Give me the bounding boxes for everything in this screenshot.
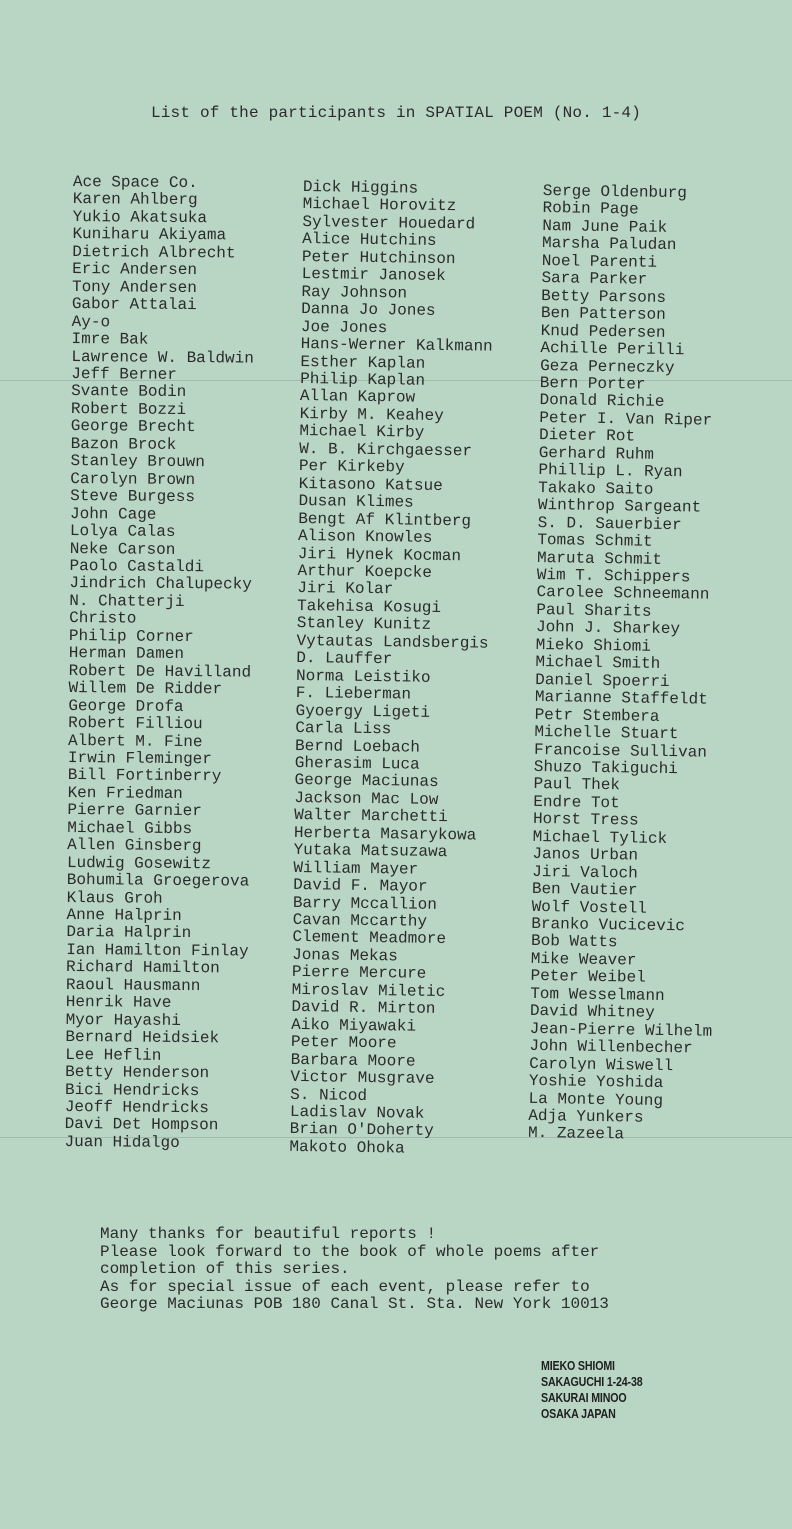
participants-column-2-item: William Mayer [293,858,419,879]
participants-column-2-item: Norma Leistiko [295,666,431,687]
participants-column-3-item: Daniel Spoerri [535,670,670,691]
participants-column-1-item: Philip Corner [68,626,194,646]
participants-column-3-item: Maruta Schmit [536,548,663,569]
participants-column-2-item: Peter Moore [290,1033,397,1053]
participants-column-1-item: Christo [69,609,137,628]
participants-column-3-item: Francoise Sullivan [533,740,708,762]
participants-column-2-item: Cavan Mccarthy [292,910,428,931]
participants-column-2-item: Vytautas Landsbergis [296,631,489,653]
participants-column-2-item: Miroslav Miletic [291,980,446,1001]
participants-column-2-item: W. B. Kirchgaesser [299,439,473,461]
participants-column-1-item: Yukio Akatsuka [72,207,208,228]
participants-column-2-item: Clement Meadmore [292,928,447,949]
participants-column-1-item: Willem De Ridder [68,679,223,699]
participants-column-2-item: Peter Hutchinson [301,247,456,268]
participants-column-1-item: Ken Friedman [67,783,183,803]
participants-column-1-item: John Cage [69,504,157,524]
participants-column-1-item: Robert Filliou [68,714,203,734]
participants-column-2-item: Herberta Masarykowa [293,823,477,845]
footer-message [100,1226,609,1314]
participants-column-1-item: Jeoff Hendricks [64,1097,209,1118]
participants-column-2-item: David F. Mayor [293,876,428,896]
participants-column-2-item: S. Nicod [290,1085,368,1105]
participants-column-3-item: Wim T. Schippers [536,565,691,587]
participants-column-1-item: Klaus Groh [66,888,163,908]
participants-column-1-item: Stanley Brouwn [70,452,205,472]
participants-column-3-item: Yoshie Yoshida [528,1071,664,1093]
participants-column-2-item: Kitasono Katsue [298,474,443,495]
participants-column-3-item: Horst Tress [532,810,639,830]
participants-column-3-item: Endre Tot [533,792,620,813]
participants-column-3-item: Gerhard Ruhm [538,443,655,464]
footer-message-item: George Maciunas POB 180 Canal St. Sta. New York 10013 [100,1295,609,1313]
participants-column-3-item: Michelle Stuart [534,722,679,744]
participants-column-2-item: D. Lauffer [296,649,393,669]
participants-column-2-item: Ray Johnson [301,282,408,303]
participants-column-1-item: Irwin Fleminger [67,748,213,769]
participants-column-3-item: M. Zazeela [527,1124,625,1144]
participants-column-1-item: Bill Fortinberry [67,766,222,786]
address-stamp [541,1358,642,1422]
participants-column-3-item: Marianne Staffeldt [534,688,708,709]
participants-column-1-item: Gabor Attalai [71,295,197,315]
participants-column-2-item: Ladislav Novak [289,1102,425,1123]
participants-column-1-item: Lawrence W. Baldwin [71,347,254,368]
participants-column-2-item: Michael Kirby [299,422,425,443]
participants-column-3-item: John J. Sharkey [535,618,681,639]
participants-column-2-item: Barbara Moore [290,1050,416,1071]
participants-column-1-item: Raoul Hausmann [65,975,201,995]
participants-column-3-item: Knud Pedersen [540,321,666,342]
participants-column-2-item: George Maciunas [294,771,439,792]
address-stamp-item: SAKURAI MINOO [541,1390,627,1405]
participants-column-1-item: Bazon Brock [70,434,177,454]
participants-column-1-item: Karen Ahlberg [72,190,198,210]
participants-column-3-item: La Monte Young [528,1089,664,1110]
participants-column-3-item: Marsha Paludan [541,234,677,255]
participants-column-3-item: Donald Richie [539,391,665,412]
participants-column-2-item: Yutaka Matsuzawa [293,841,448,862]
participants-column-1-item: Jindrich Chalupecky [69,574,252,594]
participants-column-3-item: Branko Vucicevic [531,914,686,936]
participants-column-2-item: Jackson Mac Low [294,788,439,809]
participants-column-1-item: George Drofa [68,696,184,716]
participants-column-3-item: Wolf Vostell [531,897,647,918]
participants-column-2-item: Gherasim Luca [294,753,420,774]
participants-column-3-item: Janos Urban [532,845,639,865]
participants-column-3-item: Sara Parker [541,269,648,289]
participants-column-2-item: Per Kirkeby [298,457,405,477]
participants-column-1-item: Svante Bodin [71,382,187,402]
participants-column-1-item: Ian Hamilton Finlay [66,940,249,961]
participants-column-1-item: George Brecht [70,417,196,437]
participants-column-1-item: Imre Bak [71,330,149,349]
participants-column-1-item: Pierre Garnier [67,801,202,821]
participants-column-3 [528,183,725,1146]
participants-column-3-item: Tom Wesselmann [530,984,665,1005]
participants-column-3-item: Serge Oldenburg [542,182,688,203]
participants-column-1-item: Steve Burgess [70,487,196,507]
participants-column-2-item: Brian O'Doherty [289,1120,434,1141]
participants-column-1-item: Neke Carson [69,539,176,559]
participants-column-2-item: David R. Mirton [291,998,436,1019]
participants-column-1-item: Paolo Castaldi [69,556,205,577]
participants-column-3-item: Petr Stembera [534,705,660,726]
address-stamp-item: SAKAGUCHI 1-24-38 [541,1374,643,1389]
participants-column-3-item: Mike Weaver [530,949,637,970]
participants-column-3-item: Bob Watts [530,932,618,952]
participants-column-3-item: Tomas Schmit [537,531,653,551]
participants-column-3-item: Peter I. Van Riper [539,408,713,430]
participants-column-1-item: Bohumila Groegerova [66,871,250,891]
participants-column-1-item: Ay-o [71,312,111,331]
participants-column-2-item: F. Lieberman [295,684,412,704]
participants-column-2-item: Jiri Hynek Kocman [297,544,462,565]
participants-column-3-item: Betty Parsons [541,286,667,307]
participants-column-1-item: Robert Bozzi [70,399,187,419]
participants-column-3-item: Mieko Shiomi [535,635,652,656]
participants-column-3-item: David Whitney [529,1002,655,1023]
participants-column-1-item: Ludwig Gosewitz [66,853,212,873]
footer-message-item: As for special issue of each event, please refer to [100,1277,590,1296]
participants-column-3-item: Geza Perneczky [539,356,675,377]
participants-column-2-item: Gyoergy Ligeti [295,701,431,722]
participants-column-2-item: Michael Horovitz [302,195,457,216]
participants-column-2-item: Takehisa Kosugi [296,596,442,617]
participants-column-1-item: Betty Henderson [65,1063,210,1083]
participants-column-2-item: Dusan Klimes [298,492,414,512]
participants-column-1-item: Jeff Berner [71,364,177,384]
footer-message-item: Please look forward to the book of whole poems after [100,1242,600,1261]
participants-column-1-item: Robert De Havilland [68,661,252,682]
participants-column-3-item: Robin Page [542,199,639,219]
participants-column-2-item: Kirby M. Keahey [299,404,444,425]
participants-column-1-item: Allen Ginsberg [67,836,202,856]
participants-column-2-item: Alison Knowles [297,527,433,547]
participants-column-1-item: Juan Hidalgo [64,1132,180,1152]
participants-column-2-item: Victor Musgrave [290,1068,435,1089]
address-stamp-item: MIEKO SHIOMI [541,1358,615,1373]
participants-column-3-item: Adja Yunkers [528,1106,644,1127]
participants-column-2-item: Esther Kaplan [300,352,426,373]
participants-column-3-item: Dieter Rot [538,426,636,446]
participants-column-3-item: Carolyn Wiswell [529,1054,674,1075]
participants-column-3-item: Ben Patterson [540,304,666,325]
document-title: List of the participants in SPATIAL POEM (No. 1-4) [150,104,642,122]
participants-column-3-item: Jiri Valoch [532,862,638,883]
participants-column-3-item: Bern Porter [539,373,646,394]
participants-column-1-item: Lee Heflin [65,1045,162,1065]
footer-message-item: Many thanks for beautiful reports ! [100,1225,437,1243]
participants-column-2-item: Dick Higgins [302,178,419,198]
participants-column-3-item: Nam June Paik [542,216,668,237]
address-stamp-item: OSAKA JAPAN [541,1406,616,1421]
participants-column-2-item: Joe Jones [300,317,388,337]
participants-column-2-item: Aiko Miyawaki [291,1015,417,1036]
participants-column-2-item: Makoto Ohoka [289,1137,405,1158]
footer-message-item: completion of this series. [100,1260,350,1278]
participants-column-1-item: Ace Space Co. [72,173,198,193]
participants-column-2-item: Philip Kaplan [300,369,426,390]
participants-column-1-item: Eric Andersen [72,260,198,280]
participants-column-2-item: Lestmir Janosek [301,265,446,286]
participants-column-3-item: Peter Weibel [530,967,646,988]
participants-column-3-item: Jean-Pierre Wilhelm [529,1019,713,1041]
participants-column-1-item: Anne Halprin [66,906,182,926]
participants-column-3-item: Shuzo Takiguchi [533,757,678,779]
participants-column-3-item: S. D. Sauerbier [537,513,682,534]
participants-column-3-item: Michael Tylick [532,827,668,848]
participants-column-1-item: Henrik Have [65,993,172,1013]
participants-column-3-item: Paul Sharits [536,600,652,621]
participants-column-3-item: Paul Thek [533,775,621,795]
participants-column-2-item: Barry Mccallion [292,893,438,914]
participants-column-2-item: Pierre Mercure [291,963,427,984]
participants-column-2-item: Walter Marchetti [293,806,448,827]
participants-column-1-item: Herman Damen [68,644,185,664]
participants-column-2-item: Sylvester Houedard [302,212,476,234]
participants-column-1-item: Tony Andersen [71,277,197,297]
participants-column-1-item: Myor Hayashi [65,1010,181,1030]
participants-column-3-item: John Willenbecher [529,1037,693,1058]
participants-column-1-item: Michael Gibbs [67,818,193,838]
participants-column-1-item: Bernard Heidsiek [65,1028,220,1048]
participants-column-2-item: Hans-Werner Kalkmann [300,335,493,356]
participants-column-1 [64,174,255,1153]
participants-column-1-item: Carolyn Brown [70,469,196,489]
participants-column-3-item: Winthrop Sargeant [537,496,702,517]
participants-column-2-item: Allan Kaprow [299,387,416,408]
participants-column-1-item: Albert M. Fine [67,731,203,751]
participants-column-1-item: N. Chatterji [69,591,185,611]
participants-column-3-item: Takako Saito [538,478,654,499]
participants-column-2-item: Jonas Mekas [292,945,398,966]
participants-column-3-item: Ben Vautier [531,880,638,900]
participants-column-2-item: Danna Jo Jones [301,300,436,321]
participants-column-3-item: Carolee Schneemann [536,583,710,605]
participants-column-1-item: Daria Halprin [66,923,192,943]
participants-column-1-item: Kuniharu Akiyama [72,225,227,245]
participants-column-3-item: Michael Smith [535,653,661,674]
participants-column-2-item: Alice Hutchins [302,230,437,251]
participants-column-2-item: Stanley Kunitz [296,614,432,635]
participants-column-2-item: Bengt Af Klintberg [298,509,472,530]
participants-column-2-item: Carla Liss [295,718,392,739]
participants-column-1-item: Davi Det Hompson [64,1115,219,1135]
participants-column-2-item: Bernd Loebach [294,736,421,757]
participants-column-2 [289,179,495,1159]
participants-column-2-item: Arthur Koepcke [297,561,433,582]
participants-column-1-item: Richard Hamilton [65,958,220,978]
participants-column-3-item: Noel Parenti [541,251,658,272]
participants-column-3-item: Phillip L. Ryan [538,461,683,482]
participants-column-2-item: Jiri Kolar [297,579,394,599]
participants-column-1-item: Lolya Calas [69,522,176,541]
participants-column-1-item: Bici Hendricks [64,1080,200,1100]
participants-column-3-item: Achille Perilli [540,339,685,360]
participants-column-1-item: Dietrich Albrecht [72,242,236,263]
